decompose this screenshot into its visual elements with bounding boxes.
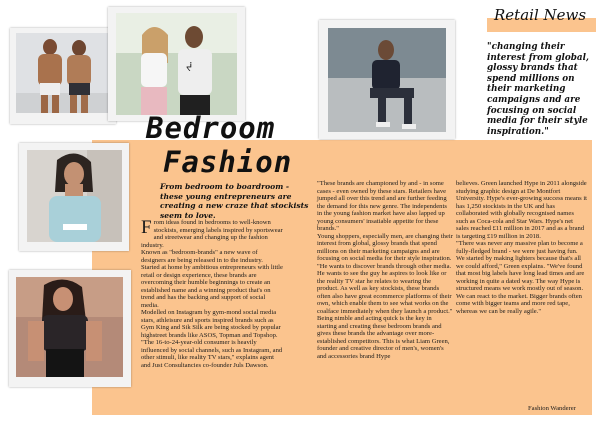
photo-credit: Fashion Wanderer <box>528 405 576 412</box>
standfirst: From bedroom to boardroom - these young entrepreneurs are creating a new craze that stockists seem to love. <box>160 182 309 220</box>
col3-paragraph-2: "There was never any massive plan to become a fully-fledged brand - we were just having fun. We started by making lighters because that's all we could afford," Green explains. "We've found that most big labels have long lead times and are working in quite a dated way. The way Hype is structured means we work mostly out of season. We can react to the market. Bigger brands often come with bigger teams and more red tape, whereas we can be really agile." <box>456 240 585 315</box>
article-column-2 <box>317 180 453 360</box>
pull-quote: "changing their interest from global, glossy brands that spend millions on their marketing campaigns and are focusing on social media for their style inspiration." <box>487 42 589 137</box>
photo-man-sitting <box>328 28 446 132</box>
photo-frame-4 <box>19 143 129 251</box>
article-title-line1: Bedroom <box>146 111 276 145</box>
photo-frame-1 <box>10 28 116 124</box>
section-label: Retail News <box>494 6 587 24</box>
photo-two-men <box>16 33 110 113</box>
photo-frame-5 <box>9 270 131 387</box>
col1-paragraph-4: "The 16-to-24-year-old consumer is heavily influenced by social channels, such as Instagram, and other stimuli, like reality TV stars," explains agent and Just Consultancies co-founder Juls Dawson. <box>141 339 283 369</box>
photo-frame-2 <box>108 7 245 121</box>
col1-paragraph-1: rom ideas found in bedrooms to well-known stockists, emerging labels inspired by sportswear and streetwear and changing up the fashion industry. <box>141 219 283 249</box>
col3-paragraph-1: believes. Green launched Hype in 2011 alongside studying graphic design at De Montfort University. Hype's ever-growing success means it has 1,250 stockists in the UK and has collaborated with globally recognised names such as Coca-cola and Star Wars. Hype's net sales reached £11 million in 2017 and as a brand is targeting £19 million in 2018. <box>456 180 588 240</box>
article-column-3 <box>456 180 587 315</box>
col2-paragraph-3: "He wants to discover brands through other media. He wants to see the guy he aspires to look like or the reality TV star he relates to wearing the product. As well as key stockists, these brands often also have great ecommerce platforms of their own, which enable them to see what works on the coalface immediately when they launch a product." <box>317 262 453 315</box>
col1-paragraph-3: Modelled on Instagram by gym-mond social media stars, athleisure and sports inspired brands such as Gym King and Sik Silk are being stocked by popular highstreet brands like ASOS, Topman and Topshop. <box>141 309 281 339</box>
photo-couple <box>116 13 237 115</box>
photo-frame-3 <box>319 20 455 139</box>
col2-paragraph-1: "These brands are championed by and - in some cases - even owned by these stars. Retailers have jumped all over this trend and are further feeding the demand for this new genre. The independents in the young fashion market have also lapped up young consumers' insatiable appetite for these brands." <box>317 180 447 232</box>
drop-cap: F <box>141 217 152 238</box>
svg-text:ᔫ: ᔫ <box>186 63 193 74</box>
col2-paragraph-4: Being nimble and acting quick is the key in starting and creating these bedroom brands and gives these brands the advantage over more-established competitors. This is what Liam Green, founder and creative director of men's, women's and accessories brand Hype <box>317 315 450 360</box>
article-title-line2: Fashion <box>163 145 293 179</box>
col1-paragraph-2: Known as "bedroom-brands" a new wave of designers are being released in to the industry. Started at home by ambitious entrepreneurs with little retail or design experience, these brands are overcoming their humble beginnings to create an established name and a winning product that's on trend and has the backing and support of social media. <box>141 249 283 309</box>
photo-woman-mesh <box>16 277 123 377</box>
col2-paragraph-2: Young shoppers, especially men, are changing their interest from global, glossy brands that spend millions on their marketing campaigns and are focusing on social media for their style inspiration. <box>317 232 453 262</box>
article-column-1 <box>141 219 283 369</box>
photo-woman-top <box>27 150 122 242</box>
